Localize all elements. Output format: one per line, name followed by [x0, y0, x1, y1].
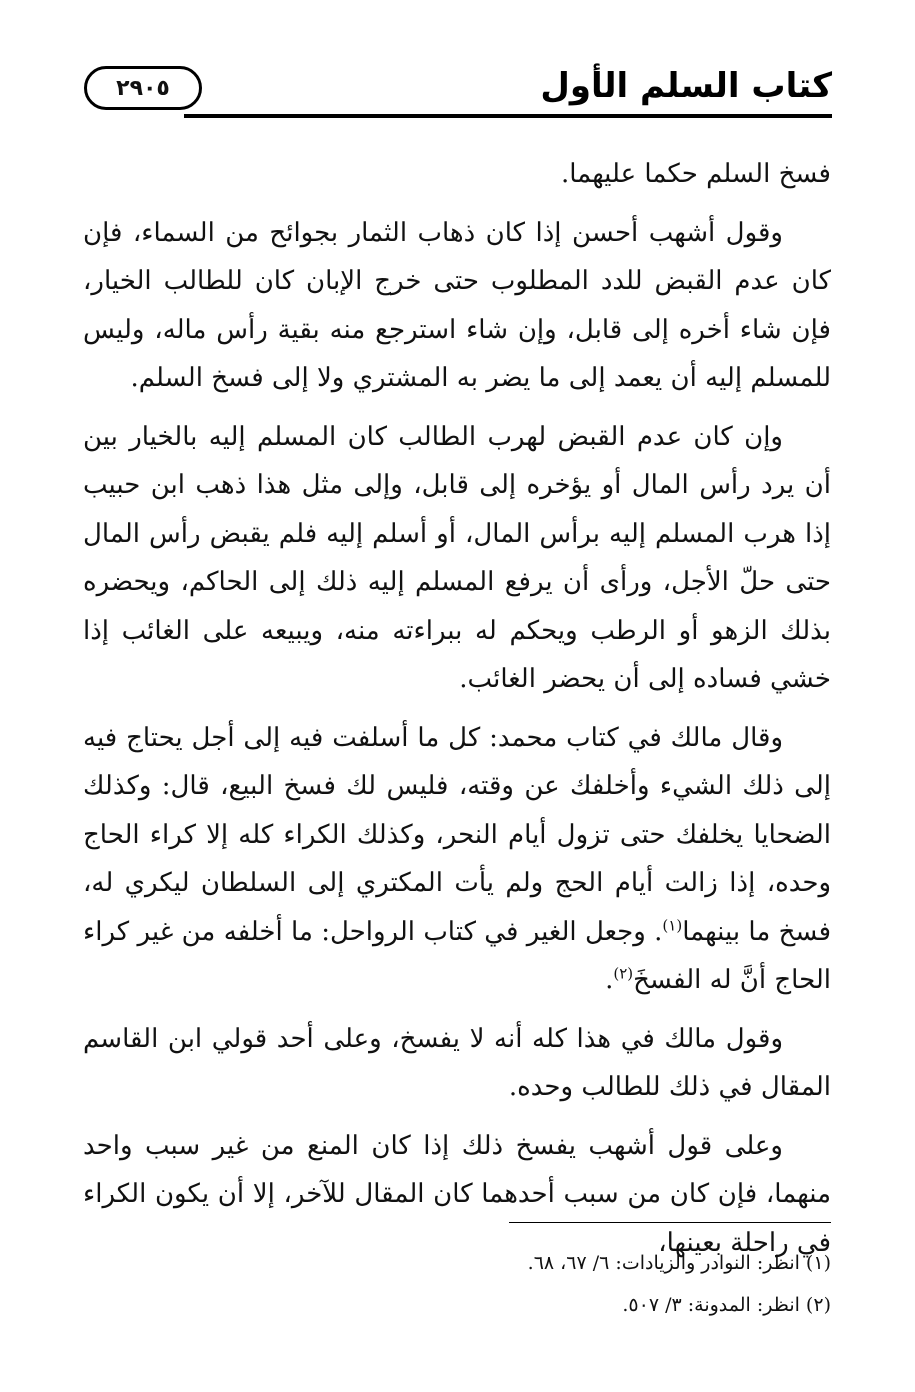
body-text	[83, 150, 831, 1277]
paragraph-text: .	[605, 965, 614, 995]
page-header	[84, 58, 832, 128]
footnote-ref: (٢)	[613, 964, 634, 983]
paragraph: وقول مالك في هذا كله أنه لا يفسخ، وعلى أحد قولي ابن القاسم المقال في ذلك للطالب وحده.	[83, 1023, 831, 1102]
paragraph-text: وقال مالك في كتاب محمد: كل ما أسلفت فيه إلى أجل يحتاج فيه إلى ذلك الشيء وأخلفك عن وقته، فليس لك فسخ البيع، قال: وكذلك الضحايا يخلفك حتى تزول أيام النحر، وكذلك الكراء كله إلا كراء الحاج وحده، إذا زالت أيام الحج ولم يأت المكتري إلى السلطان ليكري له، فسخ ما بينهما	[83, 722, 831, 947]
paragraph: وعلى قول أشهب يفسخ ذلك إذا كان المنع من غير سبب واحد منهما، فإن كان من سبب أحدهما كان المقال للآخر، إلا أن يكون الكراء في راحلة بعينها،	[83, 1130, 831, 1258]
paragraph-text: . وجعل الغير في كتاب الرواحل: ما أخلفه من غير كراء الحاج أنَّ له الفسخَ	[83, 916, 831, 995]
paragraph: فسخ السلم حكما عليهما.	[560, 159, 831, 189]
paragraph	[83, 714, 831, 1005]
footnote-ref: (١)	[662, 915, 683, 934]
paragraph: وإن كان عدم القبض لهرب الطالب كان المسلم إليه بالخيار بين أن يرد رأس المال أو يؤخره إلى قابل، وإلى مثل هذا ذهب ابن حبيب إذا هرب المسلم إليه برأس المال، أو أسلم إليه فلم يقبض رأس المال حتى حلّ الأجل، ورأى أن يرفع المسلم إليه ذلك إلى الحاكم، ويحضره بذلك الزهو أو الرطب ويحكم له ببراءته منه، ويبيعه على الغائب إذا خشي فساده إلى أن يحضر الغائب.	[83, 421, 832, 694]
book-title: كتاب السلم الأول	[540, 66, 832, 106]
header-rule	[184, 114, 832, 118]
footnote-separator	[509, 1222, 831, 1223]
paragraph: وقول أشهب أحسن إذا كان ذهاب الثمار بجوائح من السماء، فإن كان عدم القبض للدد المطلوب حتى خرج الإبان كان للطالب الخيار، فإن شاء أخره إلى قابل، وإن شاء استرجع منه بقية رأس ماله، وليس للمسلم إليه أن يعمد إلى ما يضر به المشتري ولا إلى فسخ السلم.	[83, 217, 831, 393]
footnote: (٢) انظر: المدونة: ٣/ ٥٠٧.	[622, 1294, 831, 1316]
footnote: (١) انظر: النوادر والزيادات: ٦/ ٦٧، ٦٨.	[527, 1252, 831, 1274]
footnotes	[83, 1242, 831, 1326]
page-number: ٢٩٠٥	[84, 66, 202, 110]
